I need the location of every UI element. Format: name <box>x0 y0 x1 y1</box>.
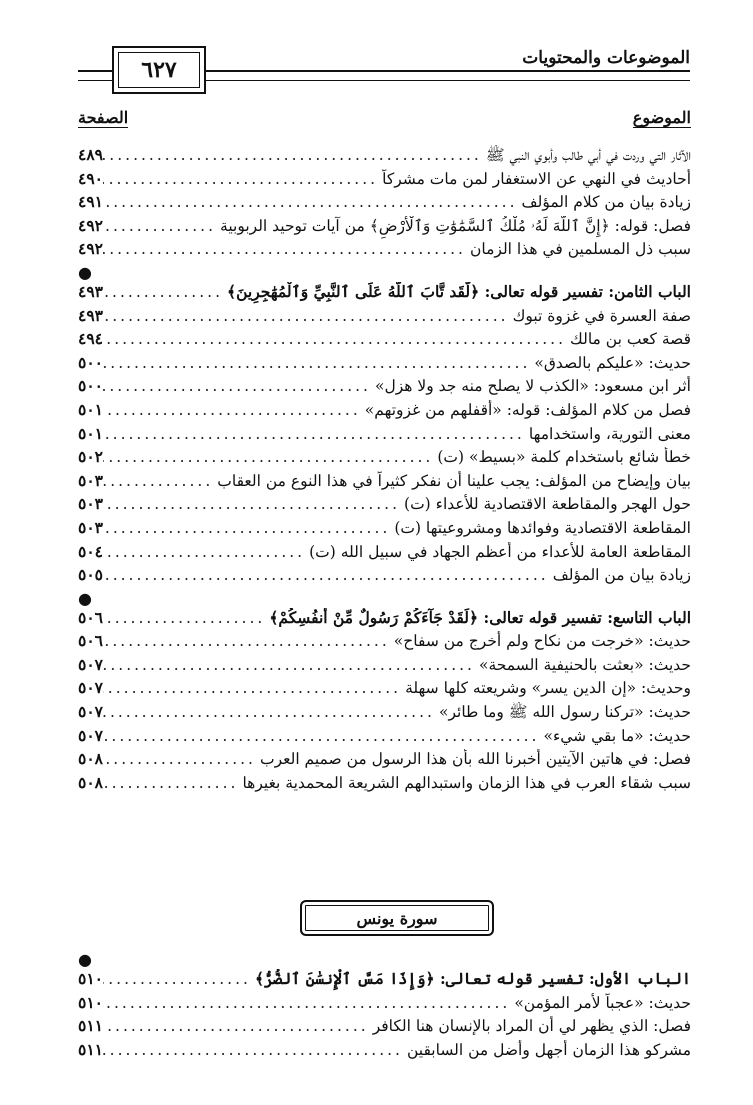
toc-entry <box>78 565 691 589</box>
toc-entry <box>78 631 691 655</box>
toc-entry <box>78 329 691 353</box>
dot-leader <box>103 170 382 188</box>
toc-entry-title: المقاطعة الاقتصادية وفوائدها ومشروعيتها (ت) <box>394 518 691 537</box>
toc-entry <box>78 1016 691 1040</box>
toc-entry <box>78 589 691 632</box>
toc-entry-page: ٥٠٥ <box>78 565 103 585</box>
toc-entry-row <box>78 969 691 993</box>
toc-entry-title: بيان وإيضاح من المؤلف: يجب علينا أن نفكر كثيراً في هذا النوع من العقاب <box>217 471 691 490</box>
toc-entry-page: ٥٠٧ <box>78 702 103 722</box>
toc-entry <box>78 263 691 306</box>
toc-entry-row <box>78 239 691 263</box>
dot-leader <box>103 217 220 235</box>
toc-entry-page: ٤٩٣ <box>78 281 103 301</box>
toc-entry <box>78 216 691 240</box>
toc-entry-row <box>78 749 691 773</box>
dot-leader <box>103 656 479 674</box>
dot-leader <box>103 330 570 348</box>
dot-leader <box>103 1041 407 1059</box>
toc-entry-row <box>78 329 691 353</box>
dot-leader <box>103 774 242 792</box>
toc-entry-page: ٥٠٤ <box>78 541 103 561</box>
dot-leader <box>103 401 365 419</box>
toc-entry-title: الباب التاسع: تفسير قوله تعالى: ﴿لَقَدْ جَآءَكُمْ رَسُولٌ مِّنْ أَنفُسِكُمْ﴾ <box>269 607 691 627</box>
toc-entry <box>78 702 691 726</box>
toc-entry <box>78 145 691 169</box>
dot-leader <box>103 1017 373 1035</box>
dot-leader <box>103 727 544 745</box>
toc-entry-page: ٥٠٠ <box>78 352 103 372</box>
toc-entry-row <box>78 773 691 797</box>
toc-entry-row <box>78 518 691 542</box>
dot-leader <box>103 307 513 325</box>
surah-title: سورة يونس <box>356 908 438 928</box>
dot-leader <box>103 970 255 988</box>
toc-entry-page: ٥٠١ <box>78 399 103 419</box>
toc-entry-row <box>78 608 691 632</box>
toc-entry <box>78 1040 691 1064</box>
toc-entry <box>78 726 691 750</box>
toc-entry-title: الآثار التي وردت في أبي طالب وأبوي النبي ﷺ <box>485 146 691 164</box>
toc-entry <box>78 376 691 400</box>
toc-entry-title: فصل: الذي يظهر لي أن المراد بالإنسان هنا الكافر <box>372 1017 691 1036</box>
toc-entry <box>78 424 691 448</box>
toc-entry-title: خطأ شائع باستخدام كلمة «بسيط» (ت) <box>437 448 691 467</box>
toc-entry-row <box>78 400 691 424</box>
toc-entry <box>78 773 691 797</box>
toc-entry-page: ٤٩٣ <box>78 305 103 325</box>
toc-entry-page: ٥٠٨ <box>78 772 103 792</box>
toc-entry-title: معنى التورية، واستخدامها <box>528 424 691 443</box>
dot-leader <box>103 679 405 697</box>
dot-leader <box>103 566 553 584</box>
toc-entry-row <box>78 216 691 240</box>
toc-entry-row <box>78 447 691 471</box>
toc-entry-page: ٥٠٠ <box>78 376 103 396</box>
toc-entry-title: المقاطعة العامة للأعداء من أعظم الجهاد في سبيل الله (ت) <box>309 542 691 561</box>
toc-entry-title: صفة العسرة في غزوة تبوك <box>512 306 691 325</box>
toc-entry-title: فصل: قوله: ﴿إِنَّ ٱللَّهَ لَهُۥ مُلْكُ ٱلسَّمَٰوَٰتِ وَٱلْأَرْضِ﴾ من آيات توحيد الربوبية <box>220 216 691 235</box>
toc-entry-row <box>78 655 691 679</box>
toc-entry-row <box>78 678 691 702</box>
toc-entry-page: ٥٠٨ <box>78 749 103 769</box>
toc-entry-page: ٥٠٦ <box>78 631 103 651</box>
toc-entry-page: ٤٩١ <box>78 192 103 212</box>
toc-entry-row <box>78 542 691 566</box>
toc-entry-row <box>78 353 691 377</box>
dot-leader <box>103 448 437 466</box>
toc-entry-title: فصل من كلام المؤلف: قوله: «أقفلهم من غزوتهم» <box>364 400 691 419</box>
toc-entry <box>78 447 691 471</box>
page-column-label: الصفحة <box>78 108 129 127</box>
dot-leader <box>103 994 514 1012</box>
toc-entries <box>78 145 691 796</box>
toc-entry <box>78 518 691 542</box>
page-number-box <box>112 46 206 94</box>
toc-entry-row <box>78 631 691 655</box>
toc-entry <box>78 678 691 702</box>
toc-entry-title: فصل: في هاتين الآيتين أخبرنا الله بأن هذا الرسول من صميم العرب <box>259 750 691 769</box>
toc-entry-page: ٥١٠ <box>78 969 103 988</box>
toc-entry-title: حديث: «عجباً لأمر المؤمن» <box>514 993 691 1012</box>
toc-entry-row <box>78 1016 691 1040</box>
toc-entry-title: زيادة بيان من كلام المؤلف <box>521 193 691 212</box>
dot-leader <box>103 425 529 443</box>
toc-entry-title: أحاديث في النهي عن الاستغفار لمن مات مشركاً <box>382 169 691 188</box>
toc-entry-page: ٤٩٢ <box>78 215 103 235</box>
toc-entry <box>78 950 691 993</box>
toc-entry-title: قصة كعب بن مالك <box>570 330 691 349</box>
toc-entry-row <box>78 376 691 400</box>
dot-leader <box>103 146 486 164</box>
page-header <box>78 46 690 94</box>
dot-leader <box>103 240 470 258</box>
toc-entry-page: ٥٠٢ <box>78 447 103 467</box>
toc-entry-title: سبب ذل المسلمين في هذا الزمان <box>469 240 691 259</box>
surah-heading <box>0 900 753 940</box>
toc-entry <box>78 239 691 263</box>
toc-entry-row <box>78 145 691 169</box>
toc-entry-title: سبب شقاء العرب في هذا الزمان واستبدالهم الشريعة المحمدية بغيرها <box>242 773 691 792</box>
toc-entry-page: ٥١١ <box>78 1016 103 1036</box>
toc-entry <box>78 306 691 330</box>
toc-entry-page: ٥٠٣ <box>78 470 103 490</box>
running-title: الموضوعات والمحتويات <box>514 48 690 68</box>
toc-entry-page: ٥٠٧ <box>78 654 103 674</box>
toc-entry-row <box>78 726 691 750</box>
toc-entry-row <box>78 424 691 448</box>
toc-entries-yunus <box>78 950 691 1063</box>
dot-leader <box>103 472 217 490</box>
toc-entry-row <box>78 565 691 589</box>
toc-entry <box>78 471 691 495</box>
toc-entry-row <box>78 306 691 330</box>
toc-entry <box>78 169 691 193</box>
dot-leader <box>103 519 394 537</box>
toc-entry-title: حول الهجر والمقاطعة الاقتصادية للأعداء (ت) <box>404 495 691 514</box>
toc-entry-page: ٥٠٧ <box>78 725 103 745</box>
toc-entry-title: أثر ابن مسعود: «الكذب لا يصلح منه جد ولا هزل» <box>374 377 691 396</box>
toc-entry <box>78 655 691 679</box>
toc-entry-page: ٤٩٢ <box>78 239 103 259</box>
toc-entry-title: الباب الأول: تفسير قوله تعالى: ﴿وَإِذَا مَسَّ ٱلْإِنسَٰنَ ٱلضُّرُّ﴾ <box>254 969 691 988</box>
toc-entry-row <box>78 993 691 1017</box>
toc-entry-row <box>78 471 691 495</box>
toc-entry <box>78 353 691 377</box>
toc-entry-page: ٥٠٣ <box>78 517 103 537</box>
toc-entry-row <box>78 192 691 216</box>
toc-entry-row <box>78 169 691 193</box>
dot-leader <box>103 609 269 627</box>
toc-entry <box>78 749 691 773</box>
dot-leader <box>103 193 522 211</box>
toc-entry-page: ٤٩٤ <box>78 329 103 349</box>
toc-entry-title: حديث: «عليكم بالصدق» <box>534 353 691 372</box>
toc-entry-page: ٤٨٩ <box>78 145 103 164</box>
toc-entry-page: ٤٩٠ <box>78 168 103 188</box>
toc-entry-row <box>78 494 691 518</box>
toc-entry <box>78 993 691 1017</box>
toc-entry-title: زيادة بيان من المؤلف <box>552 566 691 585</box>
dot-leader <box>103 750 260 768</box>
toc-entry-title: حديث: «خرجت من نكاح ولم أخرج من سفاح» <box>393 632 691 651</box>
dot-leader <box>103 283 227 301</box>
dot-leader <box>103 377 375 395</box>
toc-entry-row <box>78 702 691 726</box>
toc-entry <box>78 400 691 424</box>
toc-entry <box>78 192 691 216</box>
toc-entry-row <box>78 282 691 306</box>
dot-leader <box>103 543 309 561</box>
dot-leader <box>103 495 404 513</box>
toc-entry-page: ٥١١ <box>78 1039 103 1059</box>
toc-entry-row <box>78 1040 691 1064</box>
dot-leader <box>103 632 394 650</box>
page-number: ٦٢٧ <box>141 57 177 83</box>
bullet-icon: ● <box>78 588 92 608</box>
toc-entry-page: ٥٠٦ <box>78 607 103 627</box>
surah-title-box <box>300 900 494 936</box>
dot-leader <box>103 703 439 721</box>
toc-entry-title: وحديث: «إن الدين يسر» وشريعته كلها سهلة <box>405 679 691 698</box>
bullet-icon: ● <box>78 950 92 969</box>
column-labels <box>78 108 691 132</box>
toc-entry-page: ٥١٠ <box>78 992 103 1012</box>
toc-entry-title: حديث: «ما بقي شيء» <box>543 726 691 745</box>
toc-entry <box>78 494 691 518</box>
toc-entry-title: حديث: «بعثت بالحنيفية السمحة» <box>479 655 691 674</box>
toc-entry-page: ٥٠١ <box>78 423 103 443</box>
toc-entry-page: ٥٠٧ <box>78 678 103 698</box>
topic-column-label: الموضوع <box>632 108 691 127</box>
toc-entry-page: ٥٠٣ <box>78 494 103 514</box>
dot-leader <box>103 354 534 372</box>
toc-entry <box>78 542 691 566</box>
toc-entry-title: حديث: «تركنا رسول الله ﷺ وما طائر» <box>438 703 691 722</box>
toc-entry-title: الباب الثامن: تفسير قوله تعالى: ﴿لَّقَد تَّابَ ٱللَّهُ عَلَى ٱلنَّبِيِّ وَٱلْمُهَٰجِرِينَ﴾ <box>227 281 691 301</box>
bullet-icon: ● <box>78 262 92 282</box>
toc-entry-title: مشركو هذا الزمان أجهل وأضل من السابقين <box>406 1040 691 1059</box>
